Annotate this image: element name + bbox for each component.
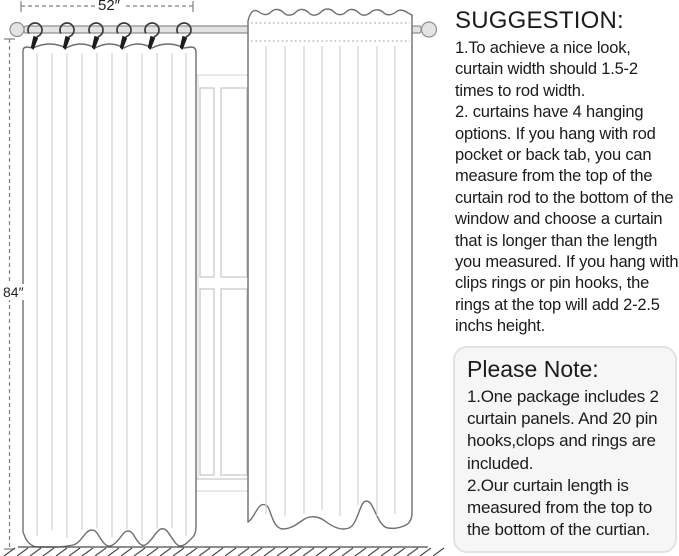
suggestion-item-1: 1.To achieve a nice look, curtain width should 1.5-2 times to rod width. (455, 39, 638, 100)
note-item-1: 1.One package includes 2 curtain panels. And 20 pin hooks,clops and rings are included. (467, 387, 659, 473)
suggestion-panel (453, 0, 679, 338)
suggestion-title: SUGGESTION: (455, 7, 624, 34)
right-curtain-panel (248, 9, 412, 529)
suggestion-item-2: 2. curtains have 4 hanging options. If you hang with rod pocket or back tab, you can measure from the top of the curtain rod to the bottom of the window and choose a curtain that is longer than the length you measured. If you hang with clips rings or pin hooks, the rings at the top will add 2-2.5 inchs height. (455, 103, 679, 336)
left-finial-icon (10, 23, 24, 37)
floor (4, 547, 444, 556)
please-note-title: Please Note: (467, 356, 599, 382)
note-item-2: 2.Our curtain length is measured from the top to the bottom of the curtian. (467, 475, 653, 540)
curtain-length-label: 84″ (0, 284, 27, 300)
left-curtain-panel (23, 44, 196, 547)
please-note-box (453, 346, 677, 553)
floor-hatching (4, 548, 444, 556)
right-finial-icon (422, 22, 437, 37)
rod-width-label: 52″ (95, 0, 123, 14)
